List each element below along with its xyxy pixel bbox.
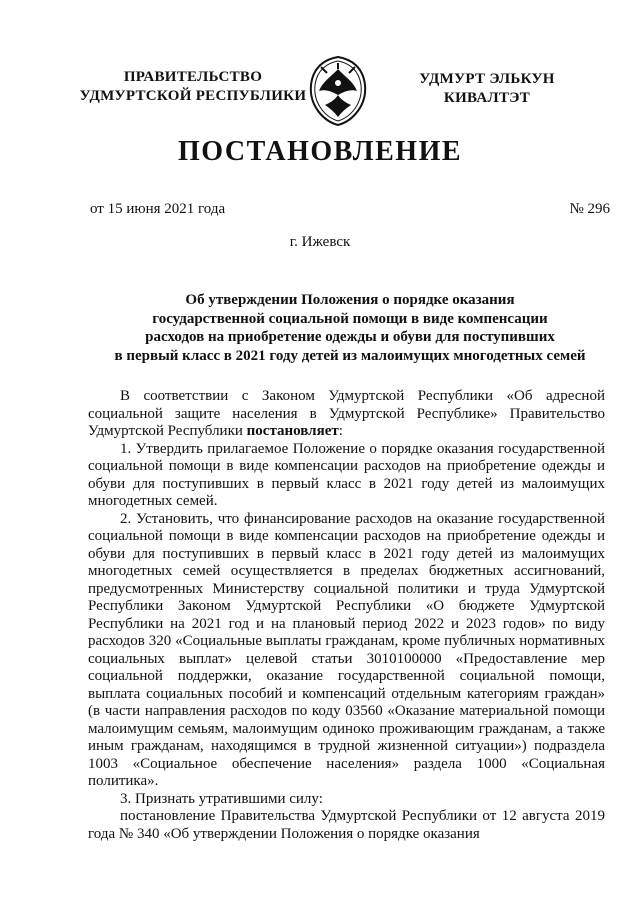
- government-name-udmurt: [392, 70, 582, 108]
- header-right-line2: КИВАЛТЭТ: [443, 90, 531, 106]
- clause-2: 2. Установить, что финансирование расходов на оказание государственной социальной помощи в виде компенсации расходов на приобретение одежды и обуви для поступивших в первый класс в 2021 году детей из малоимущих многодетных семей осуществляется в пределах бюджетных ассигнований, предусмотренных Министерству социальной политики и труда Удмуртской Республики Законом Удмуртской Республики «О бюджете Удмуртской Республики на 2021 год и на плановый период 2022 и 2023 годов» по виду расходов 320 «Социальные выплаты гражданам, кроме публичных нормативных социальных выплат» целевой статьи 3010100000 «Предоставление мер социальной поддержки, оказание государственной социальной помощи, выплата социальных пособий и компенсаций отдельным категориям граждан» (в части направления расходов по коду 03560 «Оказание материальной помощи малоимущим семьям, малоимущим одиноко проживающим гражданам, а также иным гражданам, находящимся в трудной жизненной ситуации») подраздела 1003 «Социальное обеспечение населения» раздела 1000 «Социальная политика».: [88, 510, 605, 789]
- coat-of-arms-icon: [307, 55, 369, 127]
- document-date: от 15 июня 2021 года: [90, 201, 226, 217]
- government-name-russian: [68, 68, 318, 106]
- document-city: г. Ижевск: [289, 234, 351, 250]
- subject-line: в первый класс в 2021 году детей из малоимущих многодетных семей: [114, 347, 586, 364]
- header-left-line1: ПРАВИТЕЛЬСТВО: [123, 69, 263, 85]
- clause-1: 1. Утвердить прилагаемое Положение о порядке оказания государственной социальной помощи в виде компенсации расходов на приобретение одежды и обуви для поступивших в первый класс в 2021 году детей из малоимущих многодетных семей.: [88, 440, 605, 509]
- document-body: [88, 388, 605, 843]
- preamble-text: В соответствии с Законом Удмуртской Республики «Об адресной социальной защите населения в Удмуртской Республике» Правительство Удмуртской Республики: [88, 388, 605, 439]
- header-left-line2: УДМУРТСКОЙ РЕСПУБЛИКИ: [79, 88, 307, 104]
- clause-3-item: постановление Правительства Удмуртской Республики от 12 августа 2019 года № 340 «Об утверждении Положения о порядке оказания: [88, 808, 605, 842]
- preamble-paragraph: [88, 388, 605, 441]
- document-title: ПОСТАНОВЛЕНИЕ: [177, 136, 463, 167]
- clause-3: 3. Признать утратившими силу:: [120, 790, 323, 807]
- subject-line: государственной социальной помощи в виде компенсации: [152, 310, 548, 327]
- document-subject: [60, 291, 640, 365]
- subject-line: Об утверждении Положения о порядке оказания: [185, 292, 515, 308]
- header-right-line1: УДМУРТ ЭЛЬКУН: [419, 71, 555, 87]
- subject-line: расходов на приобретение одежды и обуви для поступивших: [145, 329, 555, 345]
- preamble-colon: :: [338, 423, 343, 439]
- document-number: № 296: [569, 201, 610, 217]
- resolves-word: постановляет: [246, 423, 339, 439]
